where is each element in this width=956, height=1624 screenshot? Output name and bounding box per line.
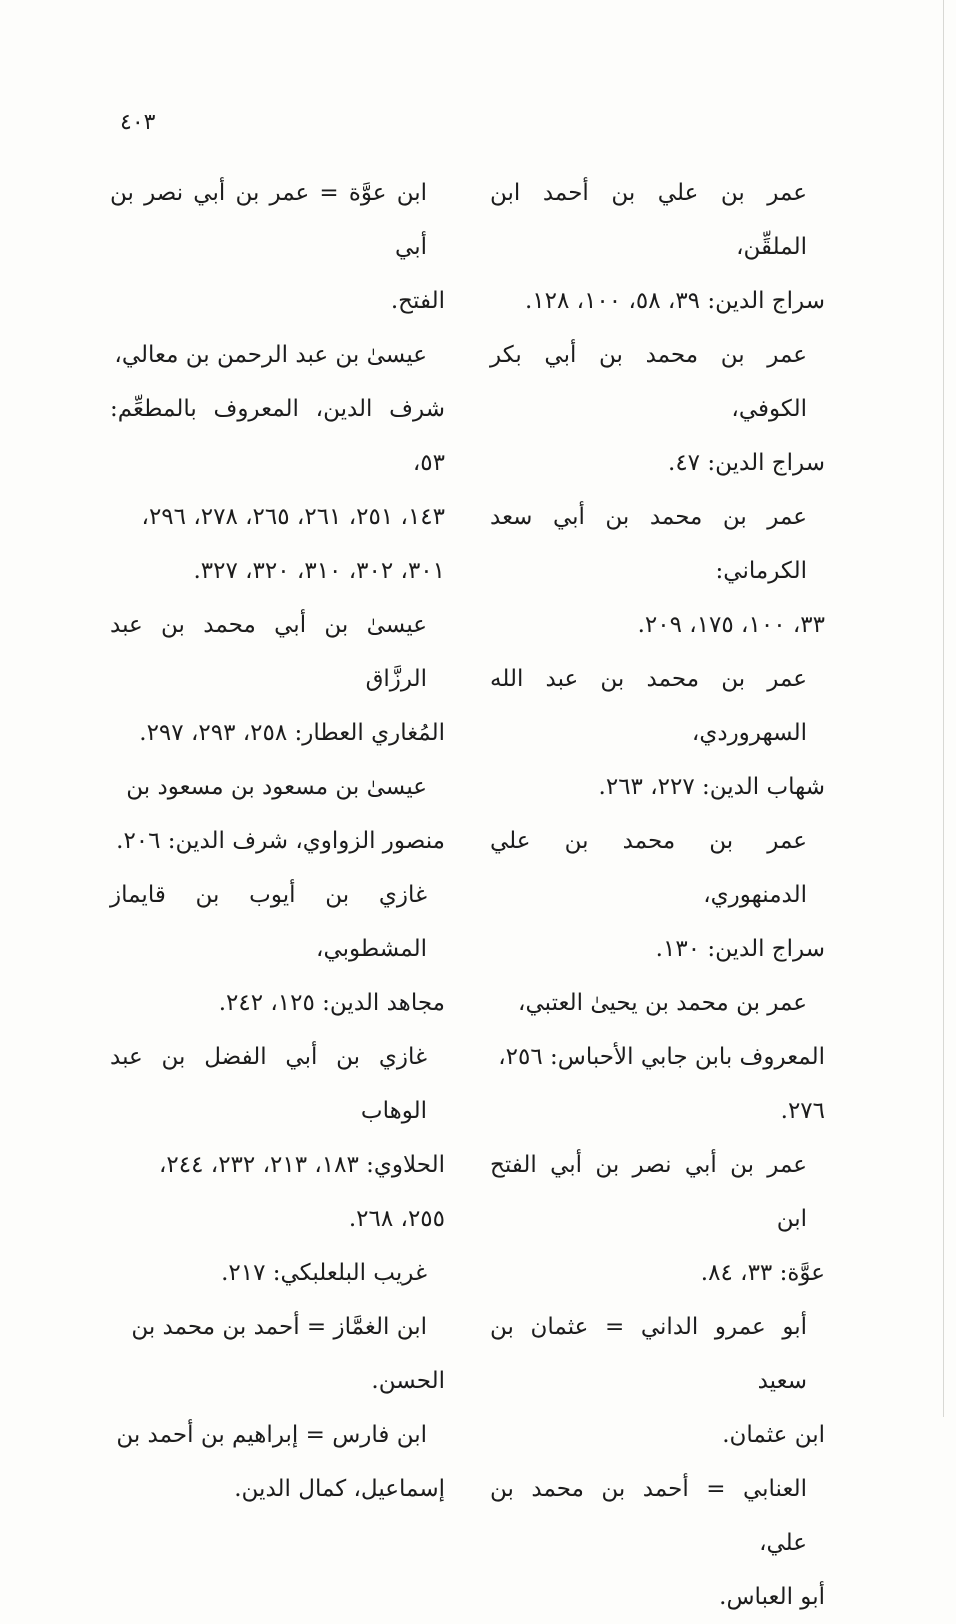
entry-heading-line: عمر بن محمد بن عبد الله السهروردي، [490,666,807,746]
entry-heading-line: عمر بن محمد بن يحيىٰ العتبي، [518,990,807,1016]
entry-heading-line: غريب البلعلبكي: ٢١٧. [221,1260,427,1286]
entry-continuation-line: عوَّة: ٣٣، ٨٤. [700,1260,825,1286]
entry-heading-line: العنابي = أحمد بن محمد بن علي، [490,1476,807,1556]
index-entry [110,1300,445,1408]
entry-continuation-line: ٢٧٦. [780,1098,825,1124]
entry-heading-line: عمر بن أبي نصر بن أبي الفتح ابن [490,1152,807,1232]
entry-continuation-line: الفتح. [390,288,445,314]
entry-continuation-line: سراج الدين: ٤٧. [668,450,825,476]
entry-heading-line: ابن فارس = إبراهيم بن أحمد بن [116,1422,427,1448]
page-number: ٤٠٣ [120,110,156,135]
index-entry [110,1246,445,1300]
entry-continuation-line: أبو العباس. [719,1584,825,1610]
index-entry [110,166,445,328]
index-entry [490,1462,825,1624]
entry-heading-line: عيسىٰ بن أبي محمد بن عبد الرزَّاق [110,612,427,692]
entry-heading-line: ابن عوَّة = عمر بن أبي نصر بن أبي [110,180,427,260]
entry-heading-line: أبو عمرو الداني = عثمان بن سعيد [490,1314,807,1394]
entry-continuation-line: شهاب الدين: ٢٢٧، ٢٦٣. [598,774,825,800]
index-entry [110,868,445,1030]
entry-heading-line: عمر بن محمد بن أبي بكر الكوفي، [490,342,807,422]
entry-continuation-line: ٣٠١، ٣٠٢، ٣١٠، ٣٢٠، ٣٢٧. [193,558,445,584]
entry-heading-line: غازي بن أبي الفضل بن عبد الوهاب [110,1044,427,1124]
index-column-left [110,166,445,1516]
index-entry [490,976,825,1138]
index-entry [490,166,825,328]
entry-heading-line: عمر بن محمد بن أبي سعد الكرماني: [490,504,807,584]
entry-continuation-line: شرف الدين، المعروف بالمطعِّم: ٥٣، [110,396,445,476]
entry-continuation-line: إسماعيل، كمال الدين. [234,1476,445,1502]
index-entry [110,1408,445,1516]
entry-heading-line: ابن الغمَّاز = أحمد بن محمد بن [131,1314,427,1340]
entry-continuation-line: منصور الزواوي، شرف الدين: ٢٠٦. [116,828,445,854]
entry-continuation-line: المُغاري العطار: ٢٥٨، ٢٩٣، ٢٩٧. [139,720,445,746]
entry-continuation-line: ٣٣، ١٠٠، ١٧٥، ٢٠٩. [637,612,825,638]
entry-heading-line: عيسىٰ بن مسعود بن مسعود بن [126,774,427,800]
page-edge [943,0,944,1417]
entry-continuation-line: مجاهد الدين: ١٢٥، ٢٤٢. [218,990,445,1016]
index-entry [110,598,445,760]
index-entry [490,328,825,490]
index-entry [490,1138,825,1300]
index-entry [490,652,825,814]
index-entry [490,814,825,976]
index-entry [110,1030,445,1246]
entry-heading-line: غازي بن أيوب بن قايماز المشطوبي، [110,882,427,962]
index-entry [110,328,445,598]
entry-continuation-line: الحلاوي: ١٨٣، ٢١٣، ٢٣٢، ٢٤٤، [158,1152,445,1178]
entry-continuation-line: المعروف بابن جابي الأحباس: ٢٥٦، [498,1044,825,1070]
entry-continuation-line: ١٤٣، ٢٥١، ٢٦١، ٢٦٥، ٢٧٨، ٢٩٦، [141,504,445,530]
index-column-right [490,166,825,1624]
entry-heading-line: عمر بن محمد بن علي الدمنهوري، [490,828,807,908]
entry-heading-line: عمر بن علي بن أحمد ابن الملقِّن، [490,180,807,260]
entry-continuation-line: ابن عثمان. [722,1422,825,1448]
index-entry [490,490,825,652]
entry-heading-line: عيسىٰ بن عبد الرحمن بن معالي، [114,342,427,368]
entry-continuation-line: سراج الدين: ١٣٠. [655,936,825,962]
entry-continuation-line: ٢٥٥، ٢٦٨. [348,1206,445,1232]
index-entry [110,760,445,868]
entry-continuation-line: الحسن. [371,1368,445,1394]
entry-continuation-line: سراج الدين: ٣٩، ٥٨، ١٠٠، ١٢٨. [524,288,825,314]
index-entry [490,1300,825,1462]
